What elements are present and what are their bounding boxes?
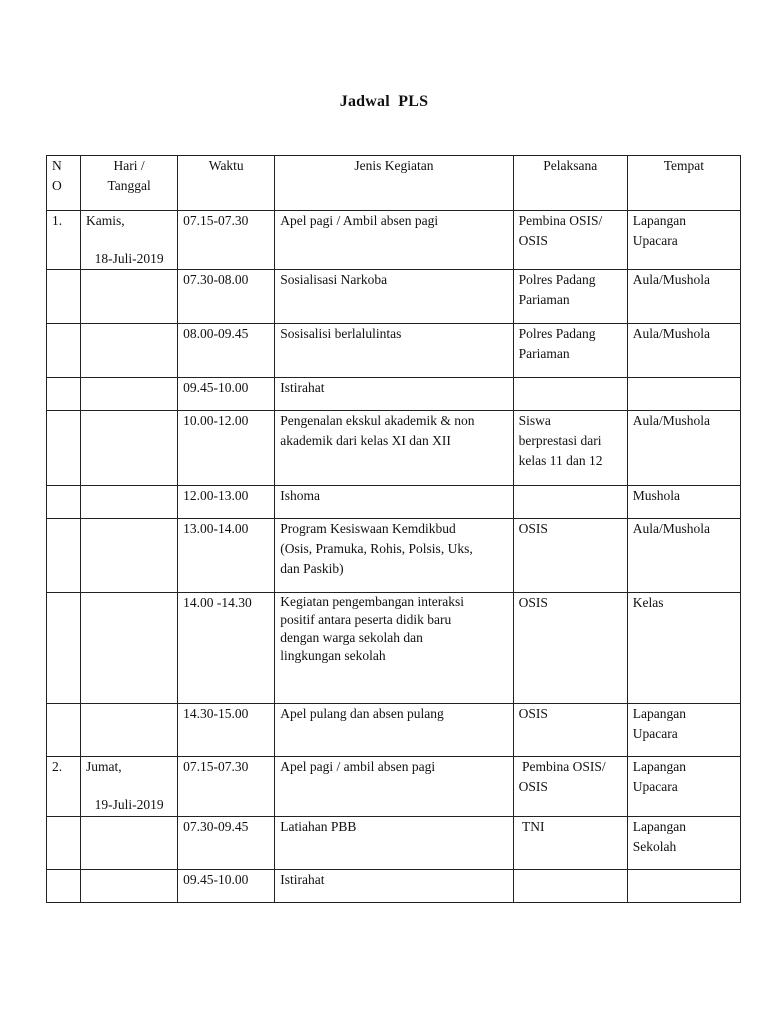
row-executor [513,378,627,411]
row-no [47,486,81,519]
row-time: 09.45-10.00 [178,378,275,411]
row-day [81,870,178,903]
row-day [81,270,178,324]
row-place: Kelas [627,593,740,704]
row-no [47,270,81,324]
row-executor: OSIS [513,519,627,593]
row-executor: Siswa berprestasi dari kelas 11 dan 12 [513,411,627,486]
row-day: Jumat, 19-Juli-2019 [81,757,178,817]
row-place: Lapangan Sekolah [627,817,740,870]
row-time: 07.30-08.00 [178,270,275,324]
row-place [627,378,740,411]
table-row [47,593,741,704]
row-no: 2. [47,757,81,817]
row-activity: Sosisalisi berlalulintas [275,324,513,378]
row-day [81,593,178,704]
row-place: Lapangan Upacara [627,757,740,817]
row-day [81,486,178,519]
row-activity: Pengenalan ekskul akademik & non akademik dari kelas XI dan XII [275,411,513,486]
row-no [47,324,81,378]
row-no: 1. [47,211,81,270]
table-row [47,324,741,378]
row-time: 07.15-07.30 [178,757,275,817]
header-executor: Pelaksana [513,156,627,211]
row-executor: Polres Padang Pariaman [513,324,627,378]
row-place: Aula/Mushola [627,270,740,324]
table-row [47,486,741,519]
header-row [47,156,741,211]
header-day: Hari / Tanggal [81,156,178,211]
row-activity: Istirahat [275,870,513,903]
page-title: Jadwal PLS [339,93,429,110]
table-row [47,411,741,486]
row-no [47,519,81,593]
row-executor [513,486,627,519]
row-activity: Kegiatan pengembangan interaksi positif antara peserta didik baru dengan warga sekolah dan lingkungan sekolah [275,593,513,704]
row-activity: Apel pagi / ambil absen pagi [275,757,513,817]
row-activity: Ishoma [275,486,513,519]
header-time: Waktu [178,156,275,211]
header-no: N O [47,156,81,211]
row-time: 13.00-14.00 [178,519,275,593]
table-row [47,817,741,870]
row-executor: OSIS [513,593,627,704]
row-no [47,378,81,411]
row-day [81,411,178,486]
table-row [47,378,741,411]
table-row [47,870,741,903]
row-activity: Istirahat [275,378,513,411]
table-row [47,519,741,593]
row-no [47,817,81,870]
row-activity: Apel pagi / Ambil absen pagi [275,211,513,270]
row-day [81,378,178,411]
row-time: 07.15-07.30 [178,211,275,270]
row-activity: Apel pulang dan absen pulang [275,704,513,757]
row-place: Aula/Mushola [627,411,740,486]
table-row [47,704,741,757]
table-row [47,211,741,270]
row-activity: Program Kesiswaan Kemdikbud (Osis, Pramuka, Rohis, Polsis, Uks, dan Paskib) [275,519,513,593]
row-no [47,411,81,486]
row-day [81,704,178,757]
row-no [47,593,81,704]
table-row [47,270,741,324]
row-executor [513,870,627,903]
row-executor: OSIS [513,704,627,757]
header-place: Tempat [627,156,740,211]
row-place: Mushola [627,486,740,519]
header-activity: Jenis Kegiatan [275,156,513,211]
row-place: Lapangan Upacara [627,704,740,757]
row-time: 09.45-10.00 [178,870,275,903]
schedule-table [46,155,741,903]
row-executor: Polres Padang Pariaman [513,270,627,324]
row-no [47,870,81,903]
row-place: Lapangan Upacara [627,211,740,270]
row-place [627,870,740,903]
row-time: 07.30-09.45 [178,817,275,870]
row-place: Aula/Mushola [627,519,740,593]
row-executor: TNI [513,817,627,870]
row-activity: Sosialisasi Narkoba [275,270,513,324]
row-time: 14.00 -14.30 [178,593,275,704]
table-row [47,757,741,817]
row-day [81,519,178,593]
row-day: Kamis, 18-Juli-2019 [81,211,178,270]
row-no [47,704,81,757]
row-day [81,817,178,870]
row-day [81,324,178,378]
row-time: 12.00-13.00 [178,486,275,519]
row-executor: Pembina OSIS/ OSIS [513,211,627,270]
row-place: Aula/Mushola [627,324,740,378]
row-time: 08.00-09.45 [178,324,275,378]
row-activity: Latiahan PBB [275,817,513,870]
row-time: 10.00-12.00 [178,411,275,486]
row-executor: Pembina OSIS/ OSIS [513,757,627,817]
row-time: 14.30-15.00 [178,704,275,757]
